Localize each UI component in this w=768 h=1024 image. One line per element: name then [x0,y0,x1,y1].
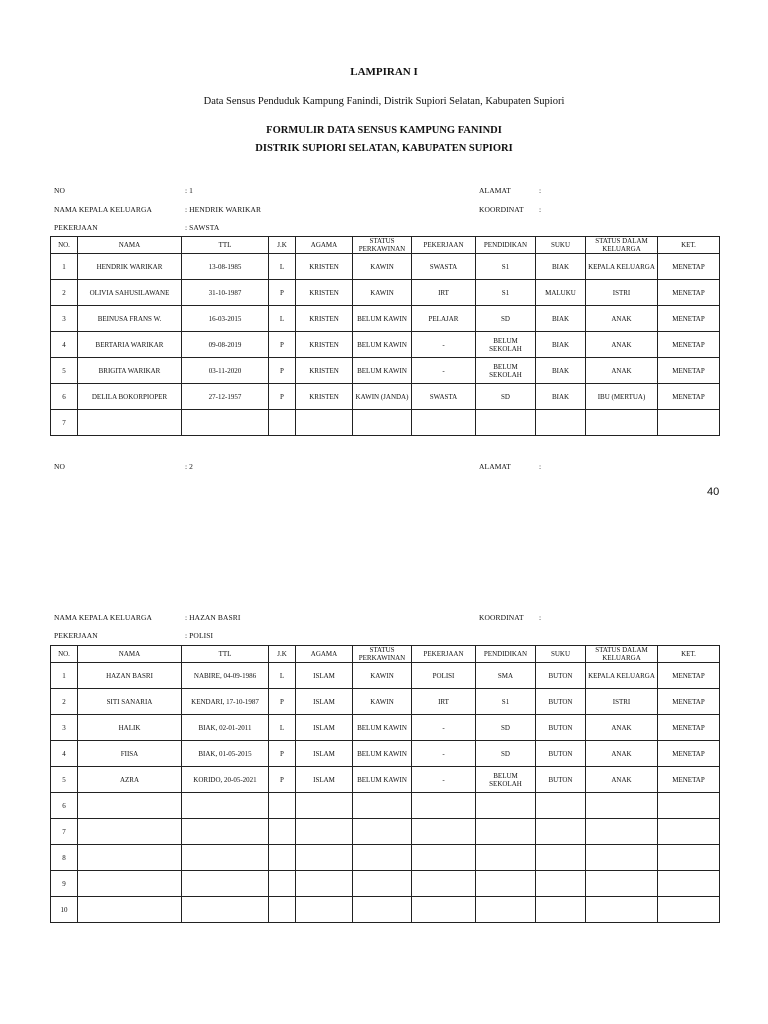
family2-table [50,645,720,923]
table-cell [658,819,720,845]
table-cell: ISLAM [296,689,353,715]
table-cell: OLIVIA SAHUSILAWANE [78,280,182,306]
table-cell: L [269,663,296,689]
col-header: PENDIDIKAN [476,646,536,663]
table-cell: KRISTEN [296,254,353,280]
page-number: 40 [707,486,720,498]
table-cell: BERTARIA WARIKAR [78,332,182,358]
family1-kepala-value: : HENDRIK WARIKAR [185,205,262,214]
table-cell [353,897,412,923]
table-cell [476,410,536,436]
table-cell [536,871,586,897]
table-cell: KRISTEN [296,280,353,306]
table-cell: - [412,332,476,358]
family2-no-label: NO [54,462,66,471]
table-cell: BUTON [536,689,586,715]
table-header-row [51,237,720,254]
col-header: STATUS PERKAWINAN [353,237,412,254]
family1-koordinat-colon: : [539,205,542,214]
table-cell: P [269,741,296,767]
table-header-row [51,646,720,663]
table-cell: SITI SANARIA [78,689,182,715]
table-cell: KAWIN [353,663,412,689]
table-cell: 6 [51,793,78,819]
table-cell: S1 [476,280,536,306]
table-cell [412,897,476,923]
table-cell: BELUM KAWIN [353,715,412,741]
table-cell: 1 [51,663,78,689]
table-cell [536,793,586,819]
table-cell: ANAK [586,767,658,793]
table-cell: 2 [51,280,78,306]
table-cell: BELUM KAWIN [353,306,412,332]
col-header: SUKU [536,237,586,254]
table-cell: 2 [51,689,78,715]
table-cell: BRIGITA WARIKAR [78,358,182,384]
table-cell [296,819,353,845]
table-cell [536,819,586,845]
col-header: NO. [51,237,78,254]
table-cell: BIAK [536,384,586,410]
table-cell: BUTON [536,663,586,689]
family2-rows [51,663,720,923]
table-cell [78,845,182,871]
table-cell: BELUM SEKOLAH [476,358,536,384]
table-cell: BUTON [536,715,586,741]
table-cell [269,845,296,871]
family2-kepala-value: : HAZAN BASRI [185,613,241,622]
table-cell: P [269,689,296,715]
table-cell: P [269,358,296,384]
table-row [51,663,720,689]
table-cell: KENDARI, 17-10-1987 [182,689,269,715]
table-cell: BIAK [536,332,586,358]
table-cell: ISTRI [586,689,658,715]
family1-pekerjaan-value: : SAWSTA [185,223,220,232]
table-cell: ISLAM [296,767,353,793]
table-cell: PELAJAR [412,306,476,332]
table-cell: BELUM SEKOLAH [476,767,536,793]
table-row [51,871,720,897]
table-cell: BELUM KAWIN [353,767,412,793]
table-cell: MENETAP [658,332,720,358]
table-cell: MENETAP [658,689,720,715]
table-cell: BEINUSA FRANS W. [78,306,182,332]
col-header: PEKERJAAN [412,237,476,254]
table-cell: P [269,767,296,793]
family2-koordinat-label: KOORDINAT [479,613,524,622]
table-cell [586,410,658,436]
family1-no-label: NO [54,186,66,195]
table-cell [412,845,476,871]
family2-no-value: : 2 [185,462,194,471]
table-row [51,819,720,845]
table-cell: S1 [476,689,536,715]
table-cell [182,871,269,897]
table-cell [536,410,586,436]
col-header: AGAMA [296,237,353,254]
table-cell [412,819,476,845]
table-cell: ANAK [586,332,658,358]
table-cell [353,819,412,845]
table-cell: ISTRI [586,280,658,306]
table-cell: BIAK, 02-01-2011 [182,715,269,741]
table-cell: BUTON [536,767,586,793]
table-cell: KAWIN [353,689,412,715]
table-cell: KEPALA KELUARGA [586,663,658,689]
table-cell [586,793,658,819]
table-row [51,767,720,793]
table-cell: 6 [51,384,78,410]
table-cell [78,819,182,845]
table-cell: SD [476,741,536,767]
family1-pekerjaan-label: PEKERJAAN [54,223,98,232]
table-cell: 5 [51,767,78,793]
table-cell [269,897,296,923]
family1-alamat-colon: : [539,186,542,195]
table-cell [353,871,412,897]
table-row [51,845,720,871]
table-cell: IRT [412,689,476,715]
table-cell: ANAK [586,741,658,767]
table-cell: MENETAP [658,306,720,332]
col-header: STATUS DALAM KELUARGA [586,646,658,663]
table-cell: KRISTEN [296,384,353,410]
table-cell [296,410,353,436]
family2-pekerjaan-value: : POLISI [185,631,214,640]
table-cell [658,871,720,897]
appendix-title: LAMPIRAN I [350,66,418,78]
col-header: TTL [182,237,269,254]
table-cell: KAWIN (JANDA) [353,384,412,410]
table-cell: 31-10-1987 [182,280,269,306]
table-cell: SWASTA [412,254,476,280]
table-cell [296,845,353,871]
table-cell [353,410,412,436]
table-cell: SWASTA [412,384,476,410]
table-cell: 16-03-2015 [182,306,269,332]
table-cell: MENETAP [658,715,720,741]
col-header: TTL [182,646,269,663]
col-header: STATUS PERKAWINAN [353,646,412,663]
table-cell: MENETAP [658,767,720,793]
table-cell: AZRA [78,767,182,793]
table-cell [296,793,353,819]
table-cell: ANAK [586,358,658,384]
table-cell: BIAK [536,306,586,332]
table-cell: 10 [51,897,78,923]
col-header: NAMA [78,237,182,254]
table-cell: MENETAP [658,384,720,410]
table-cell: BIAK, 01-05-2015 [182,741,269,767]
table-cell: 9 [51,871,78,897]
family1-alamat-label: ALAMAT [479,186,511,195]
table-cell: KRISTEN [296,306,353,332]
table-cell: BELUM KAWIN [353,358,412,384]
table-cell: DELILA BOKORPIOPER [78,384,182,410]
family1-table [50,236,720,436]
table-cell [353,793,412,819]
table-cell: MENETAP [658,663,720,689]
table-cell [182,819,269,845]
table-cell [586,819,658,845]
table-cell [476,793,536,819]
table-cell: P [269,332,296,358]
table-cell [269,793,296,819]
table-cell: ISLAM [296,741,353,767]
form-title-line-1: FORMULIR DATA SENSUS KAMPUNG FANINDI [266,125,502,136]
table-row [51,358,720,384]
table-cell: - [412,741,476,767]
table-cell: ANAK [586,306,658,332]
table-cell [269,410,296,436]
family1-koordinat-label: KOORDINAT [479,205,524,214]
table-cell: ISLAM [296,663,353,689]
table-row [51,280,720,306]
table-cell: 7 [51,819,78,845]
table-cell: 27-12-1957 [182,384,269,410]
table-cell: KEPALA KELUARGA [586,254,658,280]
table-cell [586,871,658,897]
table-cell [536,897,586,923]
col-header: J.K [269,237,296,254]
family2-koordinat-colon: : [539,613,542,622]
table-cell: MENETAP [658,741,720,767]
table-cell [296,871,353,897]
col-header: STATUS DALAM KELUARGA [586,237,658,254]
table-cell [476,871,536,897]
table-cell: 3 [51,715,78,741]
table-cell: KAWIN [353,254,412,280]
table-cell [412,871,476,897]
family2-alamat-label: ALAMAT [479,462,511,471]
table-cell: SD [476,384,536,410]
table-cell [182,410,269,436]
table-cell: ISLAM [296,715,353,741]
table-cell: SD [476,715,536,741]
table-cell [353,845,412,871]
table-cell [586,845,658,871]
table-cell: L [269,306,296,332]
table-cell: - [412,358,476,384]
table-cell: KAWIN [353,280,412,306]
table-cell: - [412,715,476,741]
family1-kepala-label: NAMA KEPALA KELUARGA [54,205,152,214]
col-header: KET. [658,237,720,254]
table-cell: NABIRE, 04-09-1986 [182,663,269,689]
table-cell: ANAK [586,715,658,741]
table-cell: SMA [476,663,536,689]
table-row [51,254,720,280]
table-cell: 4 [51,741,78,767]
document-subtitle: Data Sensus Penduduk Kampung Fanindi, Distrik Supiori Selatan, Kabupaten Supiori [203,96,565,107]
table-cell: 09-08-2019 [182,332,269,358]
table-cell: 03-11-2020 [182,358,269,384]
col-header: PENDIDIKAN [476,237,536,254]
table-cell: IBU (MERTUA) [586,384,658,410]
family2-kepala-label: NAMA KEPALA KELUARGA [54,613,152,622]
table-cell [658,410,720,436]
table-cell: BUTON [536,741,586,767]
table-cell [476,845,536,871]
col-header: NO. [51,646,78,663]
table-cell: MENETAP [658,254,720,280]
table-cell: 4 [51,332,78,358]
table-cell [296,897,353,923]
table-row [51,332,720,358]
table-cell [269,819,296,845]
table-row [51,306,720,332]
table-cell: P [269,384,296,410]
col-header: SUKU [536,646,586,663]
table-cell [658,793,720,819]
col-header: J.K [269,646,296,663]
table-cell: P [269,280,296,306]
table-cell: MENETAP [658,280,720,306]
table-row [51,689,720,715]
table-cell [412,793,476,819]
table-row [51,384,720,410]
table-row [51,793,720,819]
table-cell: BELUM SEKOLAH [476,332,536,358]
table-cell [182,845,269,871]
table-row [51,897,720,923]
table-cell: BIAK [536,358,586,384]
table-cell [658,897,720,923]
table-cell [269,871,296,897]
table-cell: 8 [51,845,78,871]
family1-no-value: : 1 [185,186,194,195]
table-cell [586,897,658,923]
table-cell: HAZAN BASRI [78,663,182,689]
table-cell [182,793,269,819]
table-cell: 5 [51,358,78,384]
table-cell: HALIK [78,715,182,741]
table-cell: 13-08-1985 [182,254,269,280]
table-cell: BELUM KAWIN [353,741,412,767]
table-cell: L [269,254,296,280]
table-cell [78,793,182,819]
form-title-line-2: DISTRIK SUPIORI SELATAN, KABUPATEN SUPIORI [255,143,513,154]
table-cell: POLISI [412,663,476,689]
table-cell: MENETAP [658,358,720,384]
table-cell: SD [476,306,536,332]
col-header: NAMA [78,646,182,663]
table-row [51,741,720,767]
table-cell [476,819,536,845]
table-cell: FIISA [78,741,182,767]
table-cell [536,845,586,871]
col-header: KET. [658,646,720,663]
table-cell [78,410,182,436]
table-row [51,410,720,436]
table-cell: S1 [476,254,536,280]
table-cell: MALUKU [536,280,586,306]
family2-alamat-colon: : [539,462,542,471]
table-cell: KRISTEN [296,332,353,358]
table-row [51,715,720,741]
family2-pekerjaan-label: PEKERJAAN [54,631,98,640]
table-cell [476,897,536,923]
table-cell: KRISTEN [296,358,353,384]
table-cell: - [412,767,476,793]
table-cell: HENDRIK WARIKAR [78,254,182,280]
table-cell: BIAK [536,254,586,280]
col-header: AGAMA [296,646,353,663]
table-cell [182,897,269,923]
table-cell [78,897,182,923]
table-cell: L [269,715,296,741]
table-cell: KORIDO, 20-05-2021 [182,767,269,793]
table-cell [412,410,476,436]
table-cell [658,845,720,871]
table-cell: BELUM KAWIN [353,332,412,358]
table-cell [78,871,182,897]
table-cell: 3 [51,306,78,332]
col-header: PEKERJAAN [412,646,476,663]
table-cell: 7 [51,410,78,436]
table-cell: IRT [412,280,476,306]
family1-rows [51,254,720,436]
table-cell: 1 [51,254,78,280]
